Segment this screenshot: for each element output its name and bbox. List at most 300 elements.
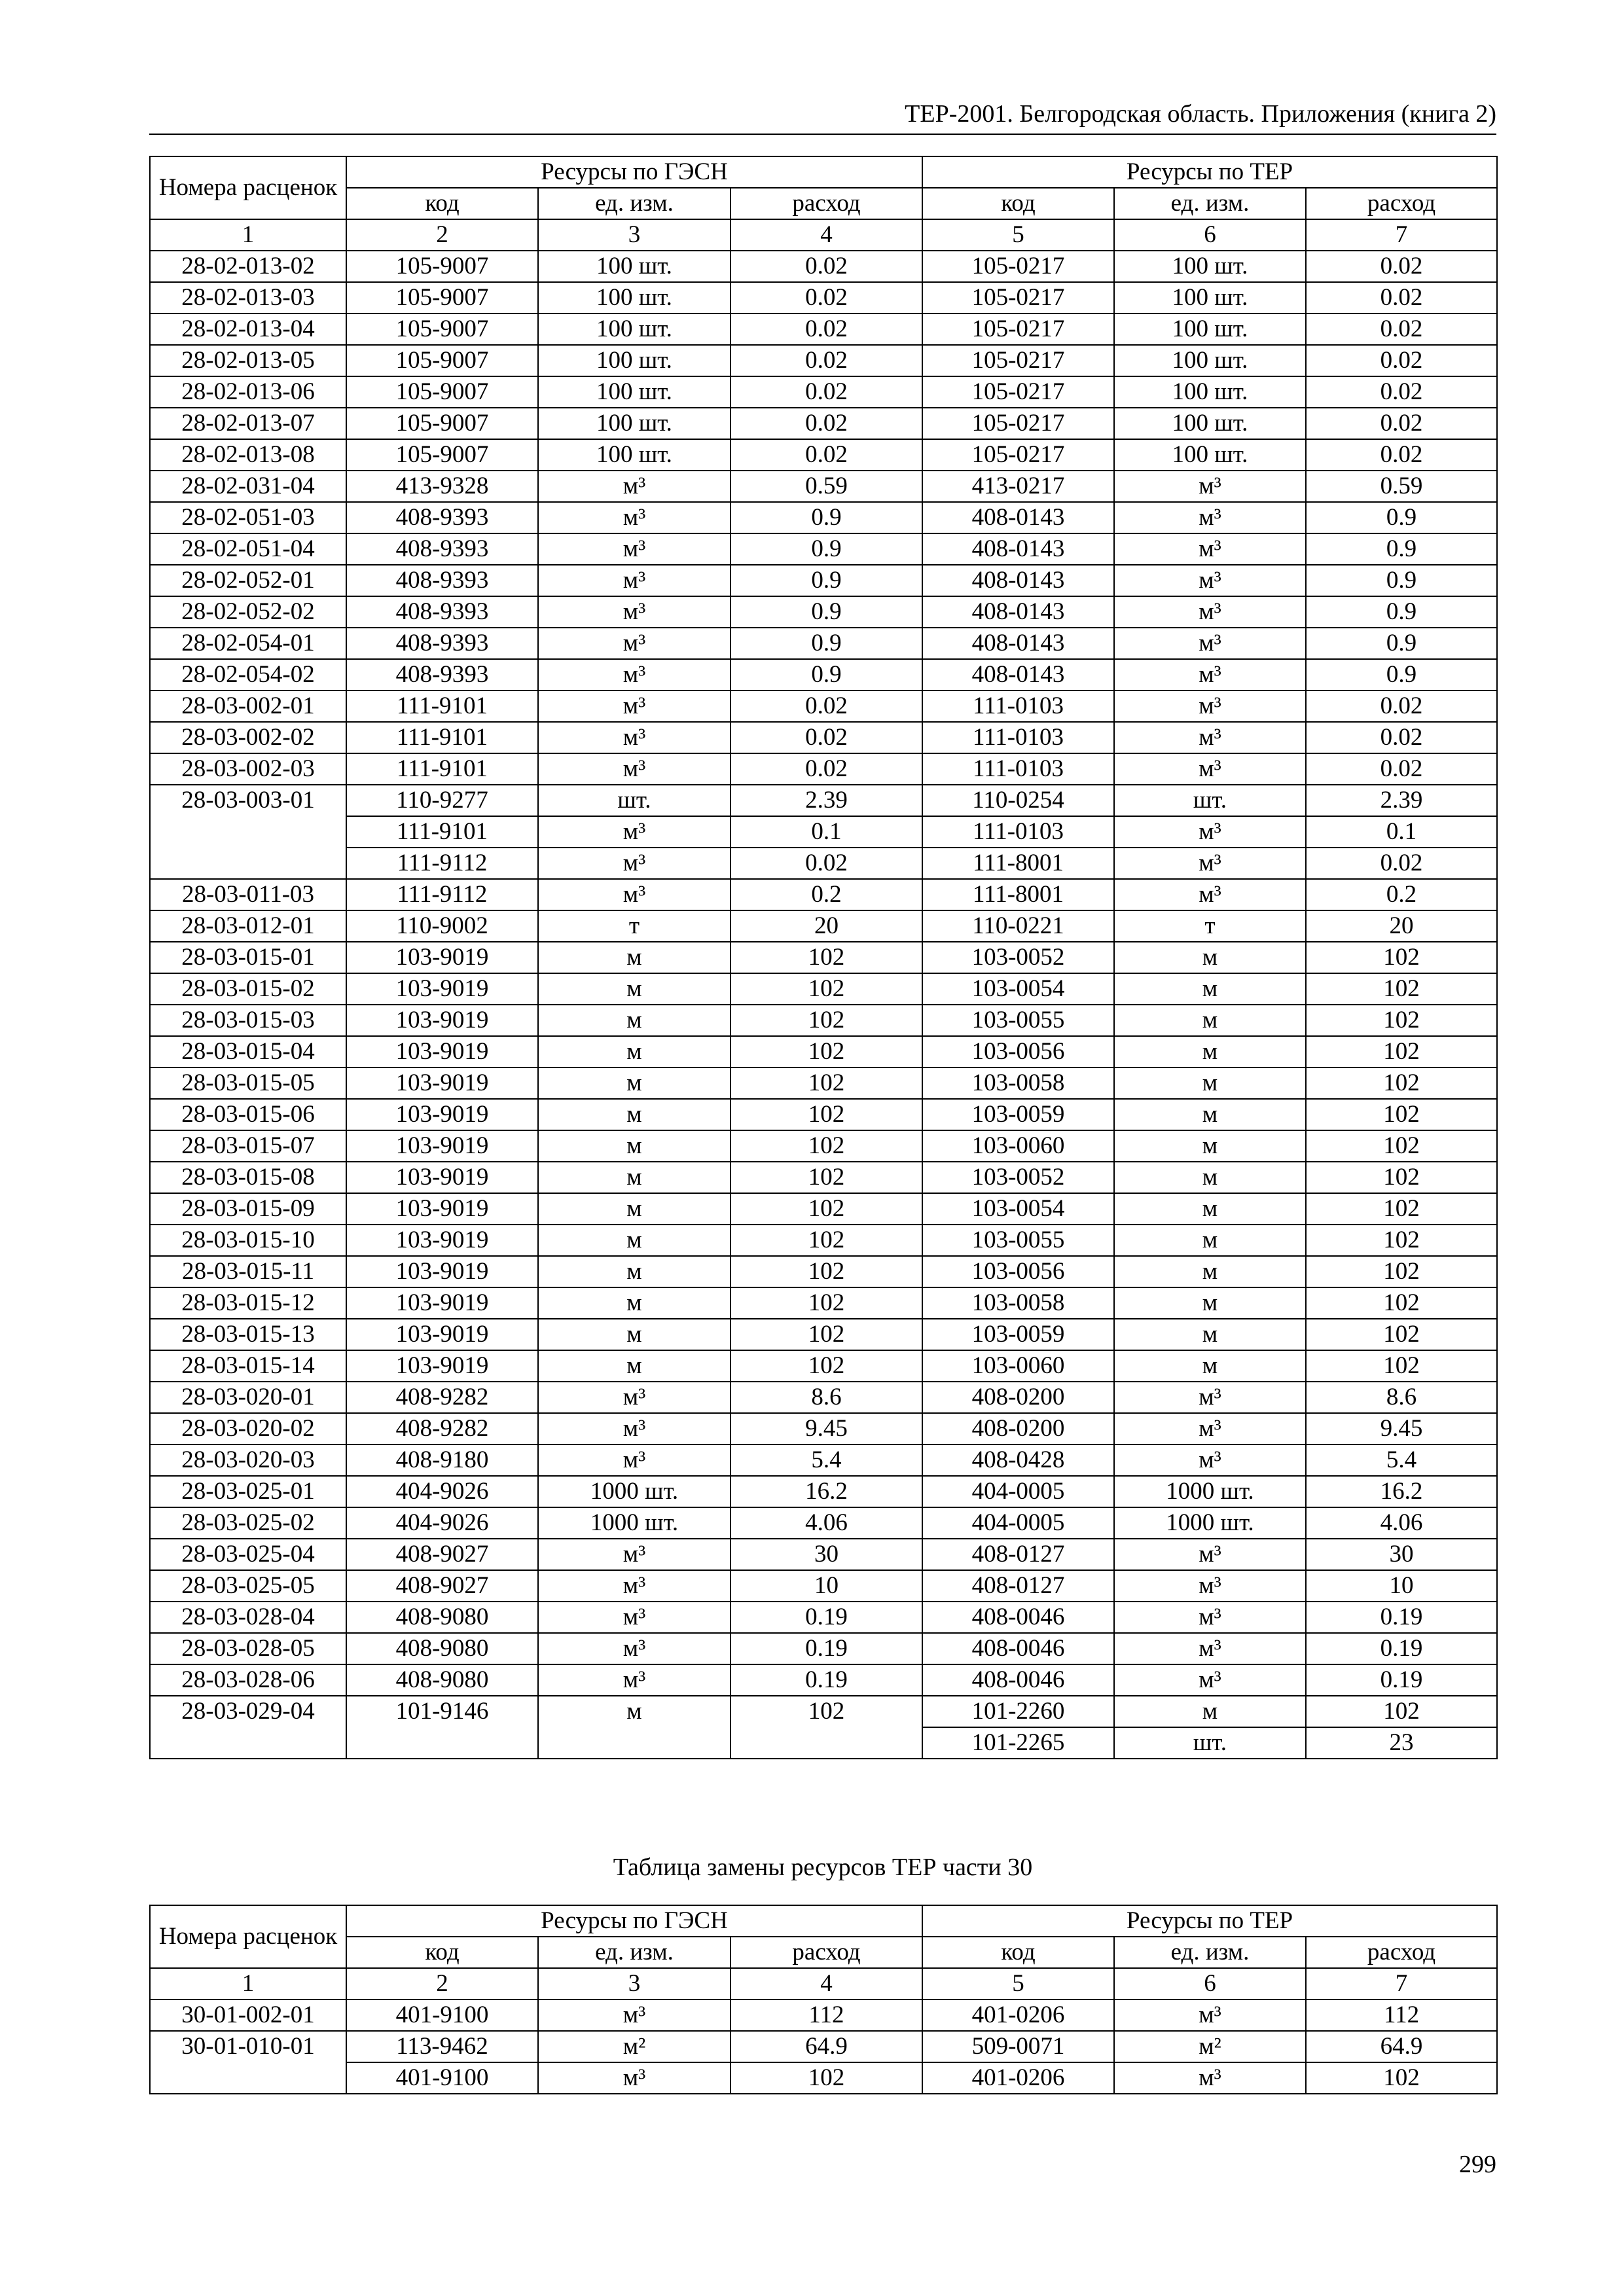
gesn-use: 30 [731,1539,922,1570]
rate-number: 28-03-011-03 [150,879,346,910]
ter-use: 4.06 [1306,1507,1497,1539]
table-row [150,1413,1497,1444]
rate-number: 28-03-025-01 [150,1476,346,1507]
ter-use: 23 [1306,1727,1497,1759]
ter-use: 102 [1306,1696,1497,1727]
ter-use: 102 [1306,1350,1497,1382]
ter-use: 8.6 [1306,1382,1497,1413]
gesn-code: 103-9019 [346,1162,538,1193]
ter-code: 103-0060 [922,1350,1114,1382]
ter-code: 408-0143 [922,533,1114,565]
gesn-use: 0.02 [731,345,922,376]
ter-use: 16.2 [1306,1476,1497,1507]
gesn-unit: м³ [538,848,731,879]
gesn-code: 408-9282 [346,1382,538,1413]
ter-code: 408-0046 [922,1633,1114,1664]
resource-table-part-28 [149,156,1498,1759]
header-ter-code: код [922,1937,1114,1968]
gesn-use: 0.1 [731,816,922,848]
column-number: 3 [538,219,731,251]
rate-number: 28-03-020-01 [150,1382,346,1413]
gesn-unit: т [538,910,731,942]
rate-number: 28-02-013-06 [150,376,346,408]
table-row [150,596,1497,628]
ter-unit: м [1114,1319,1306,1350]
ter-code: 404-0005 [922,1476,1114,1507]
gesn-use: 0.02 [731,282,922,314]
gesn-code: 408-9080 [346,1664,538,1696]
gesn-unit: м³ [538,596,731,628]
ter-unit: м [1114,1256,1306,1287]
ter-use: 0.02 [1306,691,1497,722]
ter-use: 102 [1306,1319,1497,1350]
gesn-use: 0.9 [731,628,922,659]
ter-code: 401-0206 [922,2000,1114,2031]
gesn-unit: м³ [538,1539,731,1570]
ter-code: 413-0217 [922,471,1114,502]
gesn-unit: м [538,1099,731,1130]
ter-code: 103-0054 [922,1193,1114,1225]
ter-code: 101-2260 [922,1696,1114,1727]
gesn-use: 0.59 [731,471,922,502]
ter-code: 103-0060 [922,1130,1114,1162]
gesn-unit: м³ [538,533,731,565]
header-ter-use: расход [1306,188,1497,219]
ter-unit: м [1114,1099,1306,1130]
gesn-code: 105-9007 [346,439,538,471]
table-row [150,439,1497,471]
ter-use: 102 [1306,1256,1497,1287]
gesn-unit: м³ [538,1602,731,1633]
ter-use: 0.19 [1306,1602,1497,1633]
rate-number: 30-01-002-01 [150,2000,346,2031]
ter-use: 0.02 [1306,251,1497,282]
gesn-unit: м³ [538,753,731,785]
gesn-use: 0.2 [731,879,922,910]
ter-unit: м³ [1114,471,1306,502]
gesn-code: 408-9027 [346,1539,538,1570]
rate-number: 28-03-025-02 [150,1507,346,1539]
ter-code: 408-0143 [922,565,1114,596]
column-number: 7 [1306,1968,1497,2000]
gesn-use: 102 [731,942,922,973]
ter-code: 111-0103 [922,691,1114,722]
ter-code: 105-0217 [922,408,1114,439]
gesn-code: 103-9019 [346,973,538,1005]
ter-use: 102 [1306,1067,1497,1099]
table-row [150,282,1497,314]
ter-unit: м [1114,1005,1306,1036]
rate-number: 30-01-010-01 [150,2031,346,2094]
table-body [150,2000,1497,2094]
gesn-use: 102 [731,1319,922,1350]
ter-code: 401-0206 [922,2062,1114,2094]
ter-use: 102 [1306,2062,1497,2094]
gesn-use: 102 [731,1162,922,1193]
gesn-unit: м³ [538,565,731,596]
column-number: 1 [150,219,346,251]
ter-use: 0.02 [1306,345,1497,376]
gesn-code: 111-9101 [346,753,538,785]
gesn-use: 102 [731,1256,922,1287]
ter-unit: 100 шт. [1114,376,1306,408]
rate-number: 28-03-028-05 [150,1633,346,1664]
ter-code: 110-0221 [922,910,1114,942]
ter-use: 0.2 [1306,879,1497,910]
rate-number: 28-03-003-01 [150,785,346,879]
header-gesn-use: расход [731,188,922,219]
header-gesn-code: код [346,188,538,219]
table-row [150,1162,1497,1193]
table-row [150,1350,1497,1382]
ter-code: 111-8001 [922,879,1114,910]
table-row [150,1256,1497,1287]
gesn-code: 408-9080 [346,1602,538,1633]
rate-number: 28-03-015-11 [150,1256,346,1287]
ter-code: 103-0054 [922,973,1114,1005]
ter-use: 102 [1306,1162,1497,1193]
gesn-use: 8.6 [731,1382,922,1413]
ter-unit: шт. [1114,785,1306,816]
ter-code: 408-0143 [922,502,1114,533]
ter-unit: м [1114,1130,1306,1162]
table-row [150,1444,1497,1476]
gesn-unit: м [538,1696,731,1759]
gesn-unit: м³ [538,502,731,533]
gesn-use: 20 [731,910,922,942]
gesn-unit: м² [538,2031,731,2062]
ter-code: 111-0103 [922,816,1114,848]
gesn-code: 408-9393 [346,502,538,533]
ter-use: 0.9 [1306,596,1497,628]
gesn-unit: м³ [538,1633,731,1664]
ter-use: 102 [1306,1287,1497,1319]
header-gesn-unit: ед. изм. [538,188,731,219]
ter-use: 102 [1306,973,1497,1005]
ter-unit: 100 шт. [1114,408,1306,439]
gesn-code: 110-9277 [346,785,538,816]
ter-unit: м³ [1114,502,1306,533]
gesn-unit: м³ [538,879,731,910]
ter-unit: м³ [1114,753,1306,785]
ter-use: 10 [1306,1570,1497,1602]
page-header [149,97,1496,135]
column-numbers-row [150,219,1497,251]
gesn-unit: м³ [538,1413,731,1444]
ter-unit: м [1114,973,1306,1005]
rate-number: 28-02-051-03 [150,502,346,533]
ter-unit: м [1114,1287,1306,1319]
rate-number: 28-03-025-05 [150,1570,346,1602]
ter-use: 64.9 [1306,2031,1497,2062]
gesn-code: 408-9180 [346,1444,538,1476]
gesn-code: 113-9462 [346,2031,538,2062]
ter-unit: м² [1114,2031,1306,2062]
ter-use: 0.02 [1306,408,1497,439]
header-ter-unit: ед. изм. [1114,188,1306,219]
gesn-use: 4.06 [731,1507,922,1539]
gesn-code: 408-9393 [346,596,538,628]
table-body [150,251,1497,1759]
table-row [150,1067,1497,1099]
gesn-unit: м³ [538,691,731,722]
table-row [150,1382,1497,1413]
gesn-use: 0.02 [731,439,922,471]
gesn-code: 408-9393 [346,628,538,659]
gesn-use: 2.39 [731,785,922,816]
gesn-unit: 100 шт. [538,376,731,408]
ter-code: 111-0103 [922,722,1114,753]
gesn-use: 9.45 [731,1413,922,1444]
gesn-unit: м³ [538,471,731,502]
ter-unit: м³ [1114,1539,1306,1570]
table-row [150,1225,1497,1256]
rate-number: 28-03-015-05 [150,1067,346,1099]
gesn-unit: 100 шт. [538,251,731,282]
gesn-unit: м [538,1162,731,1193]
ter-unit: м³ [1114,1570,1306,1602]
rate-number: 28-03-028-04 [150,1602,346,1633]
header-gesn: Ресурсы по ГЭСН [346,156,922,188]
gesn-code: 105-9007 [346,376,538,408]
gesn-code: 111-9112 [346,848,538,879]
gesn-unit: м [538,1225,731,1256]
ter-use: 5.4 [1306,1444,1497,1476]
ter-use: 0.59 [1306,471,1497,502]
column-number: 6 [1114,1968,1306,2000]
ter-code: 101-2265 [922,1727,1114,1759]
ter-code: 103-0052 [922,942,1114,973]
rate-number: 28-03-015-03 [150,1005,346,1036]
rate-number: 28-03-020-02 [150,1413,346,1444]
header-gesn-code: код [346,1937,538,1968]
gesn-code: 103-9019 [346,1350,538,1382]
gesn-code: 105-9007 [346,314,538,345]
gesn-use: 112 [731,2000,922,2031]
ter-code: 105-0217 [922,251,1114,282]
ter-unit: м [1114,1162,1306,1193]
ter-use: 0.02 [1306,848,1497,879]
table-row [150,2000,1497,2031]
ter-unit: м³ [1114,628,1306,659]
column-number: 5 [922,1968,1114,2000]
gesn-use: 102 [731,1696,922,1759]
header-ter: Ресурсы по ТЕР [922,1905,1497,1937]
ter-code: 103-0056 [922,1036,1114,1067]
rate-number: 28-02-054-01 [150,628,346,659]
ter-unit: шт. [1114,1727,1306,1759]
table-row [150,1287,1497,1319]
ter-code: 509-0071 [922,2031,1114,2062]
ter-code: 103-0058 [922,1287,1114,1319]
gesn-code: 103-9019 [346,1319,538,1350]
ter-unit: м³ [1114,816,1306,848]
ter-use: 2.39 [1306,785,1497,816]
column-number: 6 [1114,219,1306,251]
rate-number: 28-03-020-03 [150,1444,346,1476]
gesn-use: 0.19 [731,1633,922,1664]
ter-use: 102 [1306,1036,1497,1067]
ter-code: 408-0127 [922,1570,1114,1602]
gesn-use: 102 [731,1287,922,1319]
table-row [150,691,1497,722]
ter-use: 0.02 [1306,314,1497,345]
rate-number: 28-03-015-12 [150,1287,346,1319]
table-row [150,1193,1497,1225]
table-row [150,1570,1497,1602]
table-row [150,1476,1497,1507]
gesn-unit: 100 шт. [538,314,731,345]
ter-use: 0.9 [1306,659,1497,691]
rate-number: 28-02-051-04 [150,533,346,565]
ter-code: 105-0217 [922,439,1114,471]
table-row [150,345,1497,376]
gesn-unit: м [538,942,731,973]
column-number: 4 [731,1968,922,2000]
gesn-code: 404-9026 [346,1476,538,1507]
ter-unit: м [1114,1225,1306,1256]
table-row [150,722,1497,753]
gesn-code: 103-9019 [346,1099,538,1130]
rate-number: 28-03-025-04 [150,1539,346,1570]
table-row [150,1036,1497,1067]
header-num [150,1905,346,1968]
header-gesn-use: расход [731,1937,922,1968]
gesn-unit: м³ [538,2062,731,2094]
ter-code: 404-0005 [922,1507,1114,1539]
gesn-use: 64.9 [731,2031,922,2062]
gesn-use: 5.4 [731,1444,922,1476]
table-row [150,879,1497,910]
ter-use: 30 [1306,1539,1497,1570]
table-row [150,942,1497,973]
rate-number: 28-02-013-03 [150,282,346,314]
resource-table-part-30 [149,1905,1498,2094]
table-row [150,565,1497,596]
column-number: 7 [1306,219,1497,251]
gesn-unit: м [538,1256,731,1287]
gesn-code: 413-9328 [346,471,538,502]
ter-unit: 100 шт. [1114,251,1306,282]
ter-unit: м [1114,1067,1306,1099]
gesn-unit: м³ [538,1570,731,1602]
ter-unit: м³ [1114,1382,1306,1413]
gesn-code: 408-9393 [346,533,538,565]
gesn-use: 102 [731,1036,922,1067]
ter-unit: т [1114,910,1306,942]
gesn-use: 0.02 [731,408,922,439]
ter-code: 103-0059 [922,1099,1114,1130]
ter-use: 102 [1306,1130,1497,1162]
rate-number: 28-03-015-14 [150,1350,346,1382]
ter-use: 102 [1306,1005,1497,1036]
table-row [150,471,1497,502]
ter-unit: м [1114,1193,1306,1225]
gesn-unit: 100 шт. [538,439,731,471]
gesn-use: 0.9 [731,659,922,691]
gesn-use: 102 [731,973,922,1005]
table-row [150,408,1497,439]
gesn-use: 0.9 [731,565,922,596]
column-numbers-row [150,1968,1497,2000]
rate-number: 28-03-015-06 [150,1099,346,1130]
gesn-code: 103-9019 [346,1225,538,1256]
ter-code: 408-0200 [922,1382,1114,1413]
gesn-unit: м [538,1067,731,1099]
rate-number: 28-02-013-02 [150,251,346,282]
ter-unit: 100 шт. [1114,314,1306,345]
gesn-use: 0.02 [731,753,922,785]
ter-code: 105-0217 [922,376,1114,408]
gesn-unit: шт. [538,785,731,816]
header-ter: Ресурсы по ТЕР [922,156,1497,188]
column-number: 5 [922,219,1114,251]
gesn-code: 110-9002 [346,910,538,942]
rate-number: 28-02-054-02 [150,659,346,691]
ter-use: 102 [1306,1193,1497,1225]
ter-unit: м³ [1114,1602,1306,1633]
gesn-code: 401-9100 [346,2000,538,2031]
gesn-use: 0.02 [731,251,922,282]
gesn-code: 408-9080 [346,1633,538,1664]
gesn-use: 0.02 [731,691,922,722]
ter-unit: 1000 шт. [1114,1476,1306,1507]
header-num [150,156,346,219]
ter-use: 0.1 [1306,816,1497,848]
rate-number: 28-03-015-13 [150,1319,346,1350]
table-row [150,1696,1497,1727]
gesn-code: 408-9282 [346,1413,538,1444]
rate-number: 28-02-013-05 [150,345,346,376]
header-gesn-unit: ед. изм. [538,1937,731,1968]
rate-number: 28-02-013-04 [150,314,346,345]
ter-unit: 1000 шт. [1114,1507,1306,1539]
ter-unit: м [1114,942,1306,973]
ter-code: 103-0058 [922,1067,1114,1099]
gesn-unit: м³ [538,1444,731,1476]
ter-use: 0.9 [1306,628,1497,659]
table-row [150,314,1497,345]
ter-code: 103-0056 [922,1256,1114,1287]
rate-number: 28-02-013-07 [150,408,346,439]
ter-use: 102 [1306,942,1497,973]
ter-unit: м³ [1114,659,1306,691]
ter-unit: м³ [1114,2000,1306,2031]
table-row [150,910,1497,942]
gesn-unit: 100 шт. [538,408,731,439]
table-row [150,785,1497,816]
table-row [150,1099,1497,1130]
rate-number: 28-02-052-02 [150,596,346,628]
ter-use: 0.02 [1306,753,1497,785]
rate-number: 28-02-031-04 [150,471,346,502]
ter-use: 112 [1306,2000,1497,2031]
ter-unit: м³ [1114,1413,1306,1444]
ter-unit: 100 шт. [1114,282,1306,314]
table-row [150,502,1497,533]
gesn-code: 111-9101 [346,691,538,722]
gesn-use: 16.2 [731,1476,922,1507]
table-row [150,1602,1497,1633]
gesn-unit: м [538,1319,731,1350]
gesn-use: 10 [731,1570,922,1602]
gesn-unit: м [538,1005,731,1036]
table-row [150,376,1497,408]
ter-code: 103-0052 [922,1162,1114,1193]
gesn-use: 102 [731,1193,922,1225]
gesn-code: 105-9007 [346,408,538,439]
ter-use: 0.9 [1306,502,1497,533]
